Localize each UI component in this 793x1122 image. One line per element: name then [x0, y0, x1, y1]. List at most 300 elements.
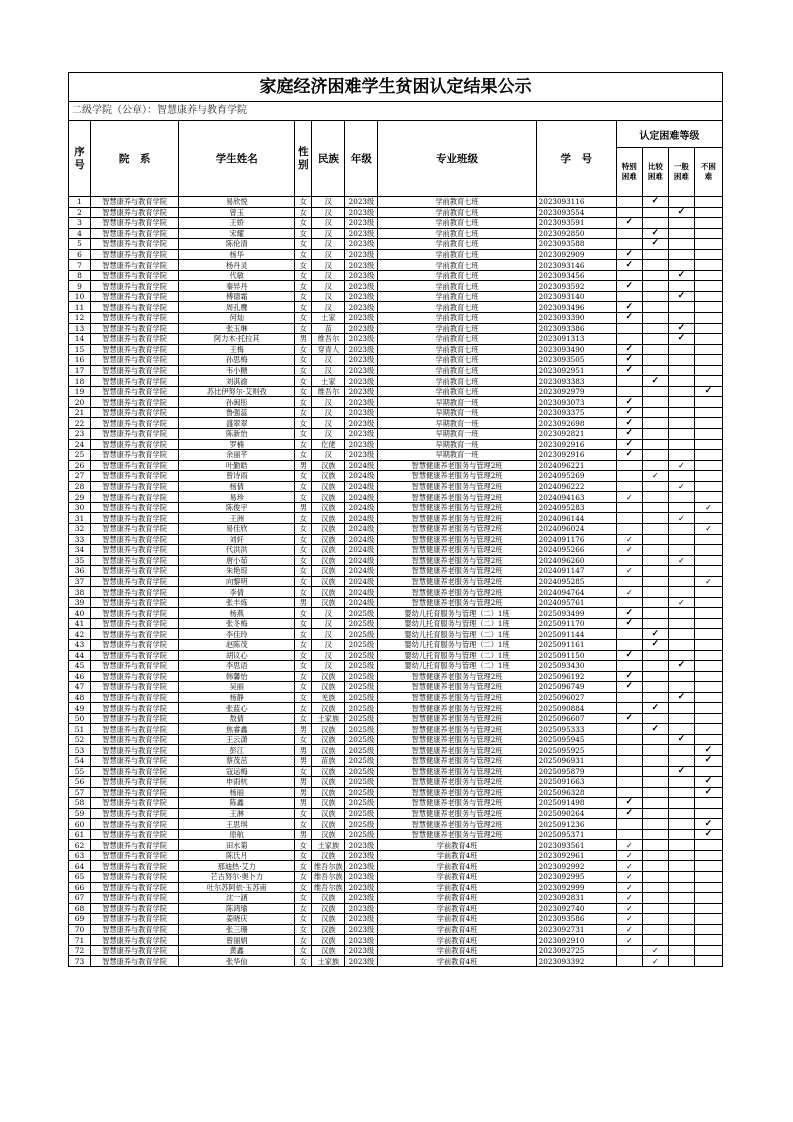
row-grade: 2023级 — [345, 956, 378, 967]
row-level-cell — [668, 787, 694, 798]
row-dept: 智慧康养与教育学院 — [91, 407, 179, 418]
row-ethnic: 汉族 — [312, 798, 345, 809]
row-ethnic: 汉 — [312, 228, 345, 239]
row-index: 9 — [69, 281, 91, 292]
check-mark-icon: ✓ — [616, 492, 642, 503]
row-level-cell — [668, 882, 694, 893]
row-grade: 2023级 — [345, 249, 378, 260]
row-dept: 智慧康养与教育学院 — [91, 197, 179, 208]
check-mark-icon: ✓ — [642, 724, 668, 735]
row-name: 代洪洪 — [179, 545, 295, 556]
row-student-id: 2025091161 — [536, 639, 616, 650]
row-index: 33 — [69, 534, 91, 545]
row-gender: 女 — [295, 587, 312, 598]
row-name: 阿力木·托拉其 — [179, 334, 295, 345]
row-level-cell — [694, 323, 722, 334]
row-level-cell — [616, 460, 642, 471]
row-grade: 2024级 — [345, 534, 378, 545]
row-grade: 2023级 — [345, 376, 378, 387]
table-row — [69, 692, 723, 703]
row-student-id: 2023092961 — [536, 850, 616, 861]
row-ethnic: 汉族 — [312, 935, 345, 946]
row-level-cell — [642, 777, 668, 788]
table-row — [69, 313, 723, 324]
row-gender: 男 — [295, 787, 312, 798]
row-student-id: 2025096607 — [536, 713, 616, 724]
check-mark-icon: ✓ — [616, 671, 642, 682]
row-grade: 2023级 — [345, 439, 378, 450]
table-row — [69, 956, 723, 967]
row-grade: 2023级 — [345, 197, 378, 208]
row-level-cell — [642, 207, 668, 218]
row-grade: 2025级 — [345, 829, 378, 840]
row-student-id: 2025093430 — [536, 661, 616, 672]
row-dept: 智慧康养与教育学院 — [91, 755, 179, 766]
row-dept: 智慧康养与教育学院 — [91, 840, 179, 851]
row-level-cell — [642, 450, 668, 461]
table-row — [69, 523, 723, 534]
row-dept: 智慧康养与教育学院 — [91, 608, 179, 619]
row-name: 王洲 — [179, 513, 295, 524]
table-row — [69, 882, 723, 893]
table-row — [69, 492, 723, 503]
check-mark-icon: ✓ — [616, 587, 642, 598]
row-name: 曾诗雨 — [179, 471, 295, 482]
row-student-id: 2024096222 — [536, 481, 616, 492]
row-dept: 智慧康养与教育学院 — [91, 334, 179, 345]
table-row — [69, 777, 723, 788]
row-ethnic: 汉族 — [312, 819, 345, 830]
row-level-cell — [694, 313, 722, 324]
row-student-id: 2023092731 — [536, 924, 616, 935]
row-dept: 智慧康养与教育学院 — [91, 429, 179, 440]
row-grade: 2023级 — [345, 893, 378, 904]
row-name: 杨燕 — [179, 608, 295, 619]
row-level-cell — [668, 745, 694, 756]
row-level-cell — [642, 513, 668, 524]
row-student-id: 2024095266 — [536, 545, 616, 556]
table-row — [69, 755, 723, 766]
row-dept: 智慧康养与教育学院 — [91, 218, 179, 229]
row-name: 张冬梅 — [179, 618, 295, 629]
row-level-cell — [642, 692, 668, 703]
row-level-cell — [694, 492, 722, 503]
table-row — [69, 703, 723, 714]
row-ethnic: 汉 — [312, 608, 345, 619]
row-level-cell — [642, 671, 668, 682]
check-mark-icon: ✓ — [616, 903, 642, 914]
row-dept: 智慧康养与教育学院 — [91, 323, 179, 334]
row-grade: 2025级 — [345, 618, 378, 629]
row-level-cell — [616, 502, 642, 513]
row-name: 苏比伊努尔·艾则孜 — [179, 386, 295, 397]
table-row — [69, 724, 723, 735]
row-gender: 女 — [295, 197, 312, 208]
row-dept: 智慧康养与教育学院 — [91, 523, 179, 534]
check-mark-icon: ✓ — [694, 523, 722, 534]
row-ethnic: 汉族 — [312, 766, 345, 777]
row-level-cell — [694, 671, 722, 682]
row-gender: 女 — [295, 956, 312, 967]
row-index: 63 — [69, 850, 91, 861]
row-name: 沈一涵 — [179, 893, 295, 904]
row-name: 秦异丹 — [179, 281, 295, 292]
row-level-cell — [616, 323, 642, 334]
row-gender: 女 — [295, 344, 312, 355]
row-index: 42 — [69, 629, 91, 640]
row-grade: 2025级 — [345, 734, 378, 745]
row-student-id: 2024096144 — [536, 513, 616, 524]
row-level-cell — [642, 334, 668, 345]
row-class: 学前教育4班 — [378, 882, 536, 893]
row-level-cell — [668, 418, 694, 429]
row-dept: 智慧康养与教育学院 — [91, 787, 179, 798]
row-index: 40 — [69, 608, 91, 619]
row-grade: 2023级 — [345, 850, 378, 861]
row-ethnic: 汉族 — [312, 492, 345, 503]
row-class: 学前教育4班 — [378, 850, 536, 861]
row-level-cell — [694, 956, 722, 967]
row-ethnic: 土家族 — [312, 840, 345, 851]
table-row — [69, 534, 723, 545]
row-dept: 智慧康养与教育学院 — [91, 513, 179, 524]
header-class: 专业班级 — [378, 121, 536, 197]
row-class: 学前教育七班 — [378, 365, 536, 376]
check-mark-icon: ✓ — [616, 924, 642, 935]
page-title: 家庭经济困难学生贫困认定结果公示 — [69, 73, 722, 102]
check-mark-icon: ✓ — [616, 545, 642, 556]
row-level-cell — [642, 935, 668, 946]
table-row — [69, 334, 723, 345]
row-class: 学前教育4班 — [378, 840, 536, 851]
row-class: 婴幼儿托育服务与管理（二）1班 — [378, 608, 536, 619]
row-class: 学前教育4班 — [378, 903, 536, 914]
row-class: 智慧健康养老服务与管理2班 — [378, 671, 536, 682]
row-level-cell — [616, 755, 642, 766]
check-mark-icon: ✓ — [616, 850, 642, 861]
row-ethnic: 汉 — [312, 661, 345, 672]
row-dept: 智慧康养与教育学院 — [91, 492, 179, 503]
row-name: 陈氏月 — [179, 850, 295, 861]
result-sheet — [68, 72, 723, 967]
row-level-cell — [668, 313, 694, 324]
row-index: 27 — [69, 471, 91, 482]
row-index: 37 — [69, 576, 91, 587]
row-level-cell — [668, 545, 694, 556]
check-mark-icon: ✓ — [668, 323, 694, 334]
table-row — [69, 218, 723, 229]
row-student-id: 2025096192 — [536, 671, 616, 682]
row-student-id: 2024095285 — [536, 576, 616, 587]
check-mark-icon: ✓ — [694, 829, 722, 840]
header-level-group: 认定困难等级 — [616, 121, 722, 148]
row-level-cell — [668, 302, 694, 313]
check-mark-icon: ✓ — [694, 386, 722, 397]
row-level-cell — [616, 597, 642, 608]
row-class: 智慧健康养老服务与管理2班 — [378, 534, 536, 545]
row-student-id: 2025096931 — [536, 755, 616, 766]
row-class: 学前教育4班 — [378, 945, 536, 956]
row-student-id: 2023092992 — [536, 861, 616, 872]
row-index: 18 — [69, 376, 91, 387]
row-level-cell — [668, 386, 694, 397]
table-row — [69, 840, 723, 851]
row-name: 王娇 — [179, 218, 295, 229]
check-mark-icon: ✓ — [616, 618, 642, 629]
row-index: 14 — [69, 334, 91, 345]
row-class: 智慧健康养老服务与管理2班 — [378, 787, 536, 798]
row-level-cell — [694, 228, 722, 239]
row-gender: 女 — [295, 365, 312, 376]
row-index: 10 — [69, 291, 91, 302]
row-level-cell — [616, 692, 642, 703]
row-student-id: 2023092909 — [536, 249, 616, 260]
row-gender: 女 — [295, 228, 312, 239]
row-level-cell — [616, 291, 642, 302]
row-level-cell — [668, 608, 694, 619]
row-class: 学前教育七班 — [378, 323, 536, 334]
row-name: 易佳欣 — [179, 523, 295, 534]
row-class: 智慧健康养老服务与管理2班 — [378, 724, 536, 735]
row-level-cell — [668, 566, 694, 577]
check-mark-icon: ✓ — [616, 218, 642, 229]
row-level-cell — [616, 661, 642, 672]
row-dept: 智慧康养与教育学院 — [91, 450, 179, 461]
row-ethnic: 汉 — [312, 365, 345, 376]
row-dept: 智慧康养与教育学院 — [91, 639, 179, 650]
check-mark-icon: ✓ — [694, 777, 722, 788]
row-dept: 智慧康养与教育学院 — [91, 460, 179, 471]
table-row — [69, 439, 723, 450]
check-mark-icon: ✓ — [616, 344, 642, 355]
row-student-id: 2023093392 — [536, 956, 616, 967]
row-dept: 智慧康养与教育学院 — [91, 386, 179, 397]
row-level-cell — [616, 513, 642, 524]
row-name: 赵陈茂 — [179, 639, 295, 650]
row-level-cell — [694, 597, 722, 608]
row-gender: 女 — [295, 450, 312, 461]
row-grade: 2023级 — [345, 924, 378, 935]
row-level-cell — [668, 629, 694, 640]
check-mark-icon: ✓ — [616, 281, 642, 292]
row-grade: 2023级 — [345, 945, 378, 956]
row-level-cell — [616, 523, 642, 534]
row-ethnic: 汉 — [312, 281, 345, 292]
row-index: 16 — [69, 355, 91, 366]
row-level-cell — [616, 197, 642, 208]
row-level-cell — [694, 682, 722, 693]
check-mark-icon: ✓ — [616, 439, 642, 450]
row-level-cell — [616, 386, 642, 397]
table-row — [69, 819, 723, 830]
row-level-cell — [642, 481, 668, 492]
row-class: 学前教育4班 — [378, 956, 536, 967]
check-mark-icon: ✓ — [668, 513, 694, 524]
table-row — [69, 450, 723, 461]
row-grade: 2023级 — [345, 291, 378, 302]
row-level-cell — [668, 249, 694, 260]
college-label: 二级学院（公章）：智慧康养与教育学院 — [69, 102, 722, 121]
row-index: 41 — [69, 618, 91, 629]
row-grade: 2025级 — [345, 661, 378, 672]
row-ethnic: 汉族 — [312, 481, 345, 492]
row-student-id: 2023093116 — [536, 197, 616, 208]
row-gender: 女 — [295, 471, 312, 482]
row-class: 学前教育4班 — [378, 893, 536, 904]
row-level-cell — [668, 956, 694, 967]
table-row — [69, 555, 723, 566]
row-index: 13 — [69, 323, 91, 334]
row-grade: 2023级 — [345, 903, 378, 914]
row-ethnic: 维吾尔族 — [312, 861, 345, 872]
row-class: 智慧健康养老服务与管理2班 — [378, 587, 536, 598]
row-gender: 女 — [295, 808, 312, 819]
row-level-cell — [694, 439, 722, 450]
row-class: 智慧健康养老服务与管理2班 — [378, 734, 536, 745]
row-index: 8 — [69, 270, 91, 281]
row-level-cell — [642, 492, 668, 503]
row-level-cell — [616, 766, 642, 777]
row-name: 傅德霜 — [179, 291, 295, 302]
row-level-cell — [616, 376, 642, 387]
check-mark-icon: ✓ — [616, 808, 642, 819]
row-grade: 2023级 — [345, 270, 378, 281]
row-level-cell — [668, 228, 694, 239]
row-level-cell — [642, 819, 668, 830]
row-level-cell — [694, 840, 722, 851]
row-level-cell — [694, 355, 722, 366]
row-level-cell — [668, 671, 694, 682]
row-ethnic: 汉族 — [312, 903, 345, 914]
row-gender: 男 — [295, 502, 312, 513]
table-row — [69, 260, 723, 271]
row-dept: 智慧康养与教育学院 — [91, 745, 179, 756]
row-ethnic: 苗 — [312, 323, 345, 334]
row-grade: 2024级 — [345, 481, 378, 492]
table-row — [69, 861, 723, 872]
row-grade: 2025级 — [345, 819, 378, 830]
check-mark-icon: ✓ — [642, 945, 668, 956]
table-row — [69, 945, 723, 956]
row-gender: 女 — [295, 291, 312, 302]
row-level-cell — [642, 365, 668, 376]
row-level-cell — [694, 692, 722, 703]
row-level-cell — [642, 829, 668, 840]
table-row — [69, 249, 723, 260]
row-level-cell — [642, 924, 668, 935]
row-dept: 智慧康养与教育学院 — [91, 618, 179, 629]
header-ethnic: 民族 — [312, 121, 345, 197]
row-dept: 智慧康养与教育学院 — [91, 872, 179, 883]
row-index: 46 — [69, 671, 91, 682]
row-level-cell — [668, 755, 694, 766]
row-index: 5 — [69, 239, 91, 250]
row-level-cell — [642, 766, 668, 777]
check-mark-icon: ✓ — [616, 450, 642, 461]
row-ethnic: 汉族 — [312, 734, 345, 745]
check-mark-icon: ✓ — [694, 745, 722, 756]
row-gender: 男 — [295, 777, 312, 788]
row-level-cell — [616, 228, 642, 239]
row-level-cell — [668, 945, 694, 956]
table-row — [69, 576, 723, 587]
row-level-cell — [668, 450, 694, 461]
check-mark-icon: ✓ — [668, 270, 694, 281]
row-student-id: 2023092831 — [536, 893, 616, 904]
table-row — [69, 365, 723, 376]
row-ethnic: 汉族 — [312, 545, 345, 556]
row-name: 孙闽彤 — [179, 397, 295, 408]
row-level-cell — [694, 608, 722, 619]
row-gender: 女 — [295, 935, 312, 946]
header-level-special — [616, 148, 642, 197]
row-gender: 男 — [295, 755, 312, 766]
row-level-cell — [694, 587, 722, 598]
row-index: 73 — [69, 956, 91, 967]
table-row — [69, 239, 723, 250]
row-index: 53 — [69, 745, 91, 756]
row-student-id: 2023092740 — [536, 903, 616, 914]
row-class: 学前教育七班 — [378, 197, 536, 208]
row-grade: 2023级 — [345, 344, 378, 355]
row-level-cell — [642, 618, 668, 629]
row-level-cell — [668, 798, 694, 809]
check-mark-icon: ✓ — [616, 882, 642, 893]
check-mark-icon: ✓ — [668, 661, 694, 672]
row-index: 21 — [69, 407, 91, 418]
row-name: 原航 — [179, 829, 295, 840]
row-ethnic: 汉 — [312, 355, 345, 366]
row-level-cell — [668, 523, 694, 534]
table-row — [69, 228, 723, 239]
row-student-id: 2023093592 — [536, 281, 616, 292]
check-mark-icon: ✓ — [616, 798, 642, 809]
row-name: 余丽芊 — [179, 450, 295, 461]
row-level-cell — [668, 808, 694, 819]
row-level-cell — [668, 281, 694, 292]
row-level-cell — [668, 618, 694, 629]
row-gender: 女 — [295, 281, 312, 292]
row-index: 22 — [69, 418, 91, 429]
row-ethnic: 汉 — [312, 218, 345, 229]
row-dept: 智慧康养与教育学院 — [91, 861, 179, 872]
row-class: 智慧健康养老服务与管理2班 — [378, 829, 536, 840]
row-gender: 女 — [295, 376, 312, 387]
row-level-cell — [616, 745, 642, 756]
row-ethnic: 仡佬 — [312, 439, 345, 450]
row-student-id: 2023092910 — [536, 935, 616, 946]
row-index: 58 — [69, 798, 91, 809]
row-dept: 智慧康养与教育学院 — [91, 534, 179, 545]
row-level-cell — [668, 724, 694, 735]
row-ethnic: 汉族 — [312, 502, 345, 513]
row-index: 29 — [69, 492, 91, 503]
check-mark-icon: ✓ — [616, 872, 642, 883]
row-name: 刘轩 — [179, 534, 295, 545]
row-grade: 2025级 — [345, 650, 378, 661]
row-class: 智慧健康养老服务与管理2班 — [378, 545, 536, 556]
check-mark-icon: ✓ — [694, 819, 722, 830]
row-level-cell — [668, 239, 694, 250]
row-class: 学前教育4班 — [378, 861, 536, 872]
row-name: 张玉琳 — [179, 323, 295, 334]
row-gender: 女 — [295, 618, 312, 629]
row-class: 智慧健康养老服务与管理2班 — [378, 566, 536, 577]
row-dept: 智慧康养与教育学院 — [91, 893, 179, 904]
row-name: 陈鑫 — [179, 798, 295, 809]
row-dept: 智慧康养与教育学院 — [91, 502, 179, 513]
row-level-cell — [642, 218, 668, 229]
